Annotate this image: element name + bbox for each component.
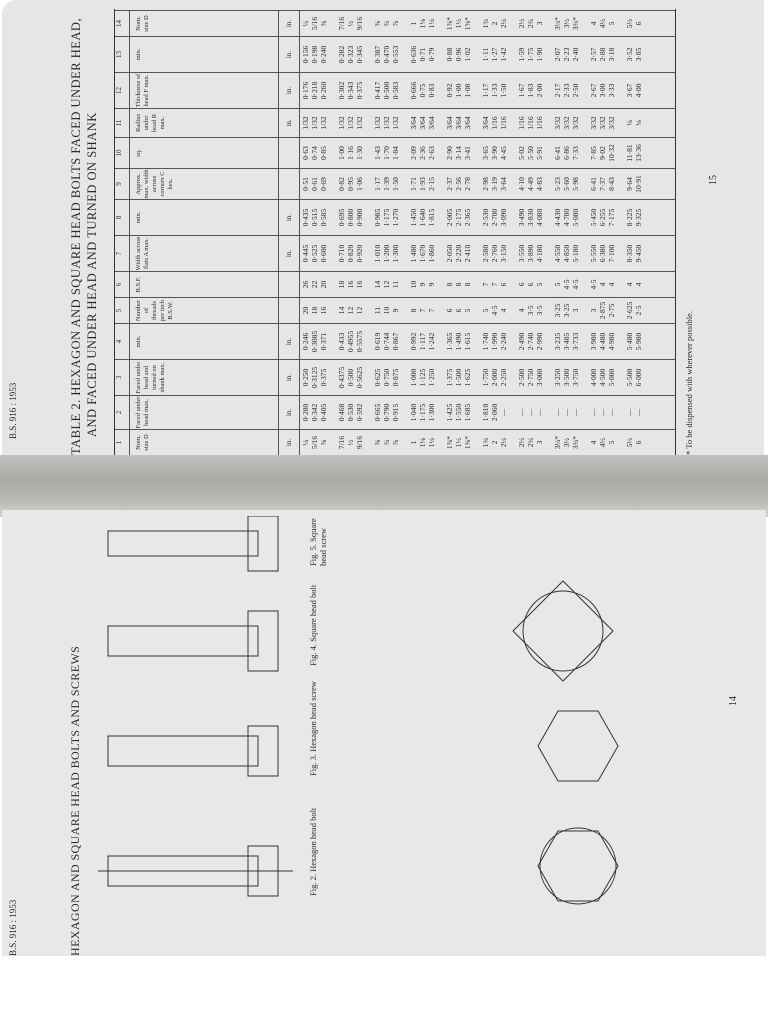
column-header: Faced under head and turned on shank max. xyxy=(129,360,279,395)
hex-screw-side-drawing xyxy=(98,706,298,796)
column-number: 8 xyxy=(115,200,130,235)
column-unit xyxy=(279,169,300,199)
column-unit: in. xyxy=(279,11,300,36)
table-column xyxy=(115,10,675,36)
column-number: 7 xyxy=(115,236,130,271)
column-values: 0·176 0·218 0·260 0·302 0·343 0·375 0·417 0·500 0·583 0·666 0·75 0·83 0·92 1·00 1·08 1·17 1·33 1·50 1·67 1·83 2·00 2·17 2·33 2·50 2·67 3·00 3·33 3·67 4·00 xyxy=(301,81,643,100)
hex-bolt-end-drawing xyxy=(528,816,628,916)
column-values: 0·250 0·3125 0·375 0·4375 0·500 0·5625 0·625 0·750 0·875 1·000 1·125 1·250 1·375 1·500 1·625 1·750 2·000 2·250 2·500 2·750 3·000 3·250 3·500 3·750 4·000 4·500 5·000 5·500 6·000 xyxy=(301,366,643,389)
column-number: 14 xyxy=(115,11,130,36)
square-bolt-end-drawing xyxy=(508,576,618,686)
column-values: 0·280 0·342 0·405 0·468 0·530 0·592 0·665 0·790 0·915 1·040 1·175 1·300 1·425 1·550 1·685 1·810 2·060 — — — — — — — — — — — — xyxy=(301,403,643,422)
column-unit xyxy=(279,272,300,297)
book-spine xyxy=(0,455,768,517)
table-column xyxy=(115,137,675,168)
table-column xyxy=(115,297,675,323)
figure-caption: Fig. 3. Hexagon head screw xyxy=(308,681,318,776)
hex-bolt-side-drawing xyxy=(98,826,298,916)
table-column xyxy=(115,199,675,235)
column-values: 0·246 0·3085 0·371 0·433 0·4955 0·5575 0·619 0·744 0·867 0·992 1·117 1·242 1·365 1·490 1·615 1·740 1·990 2·240 2·490 2·740 2·990 3·235 3·485 3·733 3·980 4·480 4·980 5·480 5·980 xyxy=(301,330,643,353)
table-column xyxy=(115,323,675,359)
column-values: 0·435 0·515 0·585 0·695 0·800 0·900 0·985 1·175 1·270 1·450 1·640 1·815 2·005 2·175 2·365 2·530 2·700 3·090 3·490 3·830 4·080 4·430 4·780 5·080 5·450 6·255 7·175 8·225 9·325 xyxy=(301,208,643,227)
table-title xyxy=(68,5,100,455)
column-header: min. xyxy=(129,37,279,72)
page-title: HEXAGON AND SQUARE HEAD BOLTS AND SCREWS xyxy=(68,645,82,956)
column-unit: in. xyxy=(279,360,300,395)
column-values: 0·156 0·198 0·240 0·282 0·323 0·345 0·387 0·470 0·553 0·636 0·71 0·79 0·88 0·96 1·02 1·11 1·27 1·42 1·59 1·75 1·90 2·07 2·23 2·40 2·57 2·88 3·18 3·52 3·85 xyxy=(301,45,643,64)
column-values: 1/32 1/32 1/32 1/32 1/32 1/32 1/32 1/32 1/32 3/64 3/64 3/64 3/64 3/64 3/64 3/64 1/16 1/16 1/16 1/16 1/16 3/32 3/32 3/32 3/32 3/32 3/32 ⅛ ⅛ xyxy=(301,116,643,130)
column-header: Thickness of head F max. xyxy=(129,73,279,108)
column-unit: in. xyxy=(279,37,300,72)
column-header: Nom. size D xyxy=(129,430,279,455)
figure-caption: Fig. 2. Hexagon head bolt xyxy=(308,807,318,896)
title-line-2: AND FACED UNDER HEAD AND TURNED ON SHANK xyxy=(85,112,99,437)
table-column xyxy=(115,36,675,72)
figures-page-content xyxy=(8,516,760,956)
column-number: 5 xyxy=(115,298,130,323)
table-column xyxy=(115,235,675,271)
hex-screw-end-drawing xyxy=(528,696,628,796)
page-header xyxy=(8,5,26,455)
column-header: min. xyxy=(129,200,279,235)
column-header: Approx. max. width across corners C hex. xyxy=(129,169,279,199)
square-bolt-side-drawing xyxy=(98,596,298,686)
column-values: ¼ 5/16 ⅜ 7/16 ½ 9/16 ⅝ ¾ ⅞ 1 1⅛ 1¼ 1⅜* 1½ 1⅝* 1¾ 2 2¼ 2½ 2¾ 3 3¼* 3½ 3¾* 4 4½ 5 5½ 6 xyxy=(301,435,643,450)
column-values: 26 22 20 18 16 16 14 12 11 10 9 9 8 8 8 7 7 6 6 6 5 5 4·5 4·5 4·5 4 4 4 4 xyxy=(301,279,643,290)
column-number: 13 xyxy=(115,37,130,72)
table-column xyxy=(115,359,675,395)
column-unit xyxy=(279,298,300,323)
figure-caption: Fig. 4. Square head bolt xyxy=(308,584,318,666)
column-header: Width across flats A max. xyxy=(129,236,279,271)
column-number: 10 xyxy=(115,138,130,168)
column-values: 0·445 0·525 0·600 0·710 0·820 0·920 1·010 1·200 1·300 1·480 1·670 1·860 2·050 2·220 2·410 2·580 2·760 3·150 3·550 3·890 4·180 4·550 4·850 5·180 5·550 6·380 7·100 8·350 9·450 xyxy=(301,244,643,263)
column-unit: in. xyxy=(279,109,300,137)
column-number: 12 xyxy=(115,73,130,108)
square-screw-side-drawing xyxy=(98,516,298,576)
column-number: 3 xyxy=(115,360,130,395)
column-unit: in. xyxy=(279,430,300,455)
page-number: 15 xyxy=(708,175,719,185)
column-header: B.S.F. xyxy=(129,272,279,297)
standard-ref: B.S. 916 : 1953 xyxy=(8,382,18,439)
column-header: Nom. size D xyxy=(129,11,279,36)
column-unit: in. xyxy=(279,200,300,235)
footnote: * To be dispensed with wherever possible. xyxy=(684,311,694,455)
column-header: Faced under head max. xyxy=(129,396,279,429)
table-column xyxy=(115,395,675,429)
column-number: 4 xyxy=(115,324,130,359)
page-header xyxy=(8,516,18,956)
column-values: 20 18 16 14 12 12 11 10 9 8 7 7 6 6 5 5 4·5 4 4 3·5 3·5 3·25 3·25 3 3 2·875 2·75 2·625 2·5 xyxy=(301,301,643,320)
column-unit: in. xyxy=(279,236,300,271)
column-number: 2 xyxy=(115,396,130,429)
column-values: ¼ 5/16 ⅜ 7/16 ½ 9/16 ⅝ ¾ ⅞ 1 1⅛ 1¼ 1⅜* 1½ 1⅝* 1¾ 2 2¼ 2½ 2¾ 3 3¼* 3½ 3¾* 4 4½ 5 5½ 6 xyxy=(301,16,643,31)
column-unit: in. xyxy=(279,396,300,429)
dimensions-table xyxy=(114,9,676,455)
table-column xyxy=(115,108,675,137)
column-number: 11 xyxy=(115,109,130,137)
page-number: 14 xyxy=(728,696,739,706)
column-header: sq. xyxy=(129,138,279,168)
table-column xyxy=(115,168,675,199)
column-unit xyxy=(279,138,300,168)
column-number: 1 xyxy=(115,430,130,455)
column-header: Radius under head R max. xyxy=(129,109,279,137)
column-number: 9 xyxy=(115,169,130,199)
column-unit: in. xyxy=(279,324,300,359)
table-column xyxy=(115,72,675,108)
column-unit: in. xyxy=(279,73,300,108)
column-values: 0·51 0·61 0·69 0·82 0·95 1·06 1·17 1·39 1·50 1·71 1·93 2·15 2·37 2·56 2·78 2·98 3·19 3·64 4·10 4·49 4·83 5·23 5·60 5·98 6·41 7·37 8·43 9·64 10·91 xyxy=(301,175,643,193)
column-header: Number of threads per inch B.S.W. xyxy=(129,298,279,323)
column-values: 0·63 0·74 0·85 1·00 1·16 1·30 1·43 1·70 1·84 2·09 2·36 2·63 2·90 3·14 3·41 3·65 3·90 4·45 5·02 5·50 5·91 6·41 6·86 7·33 7·85 9·02 10·32 11·81 13·36 xyxy=(301,144,643,162)
figure-caption: Fig. 5. Square head screw xyxy=(308,518,328,566)
column-number: 6 xyxy=(115,272,130,297)
table-column xyxy=(115,271,675,297)
title-line-1: TABLE 2. HEXAGON AND SQUARE HEAD BOLTS FACED UNDER HEAD, xyxy=(69,17,83,455)
table-column xyxy=(115,429,675,455)
table-page-content xyxy=(8,5,760,455)
standard-ref: B.S. 916 : 1953 xyxy=(8,899,18,956)
column-header: min. xyxy=(129,324,279,359)
